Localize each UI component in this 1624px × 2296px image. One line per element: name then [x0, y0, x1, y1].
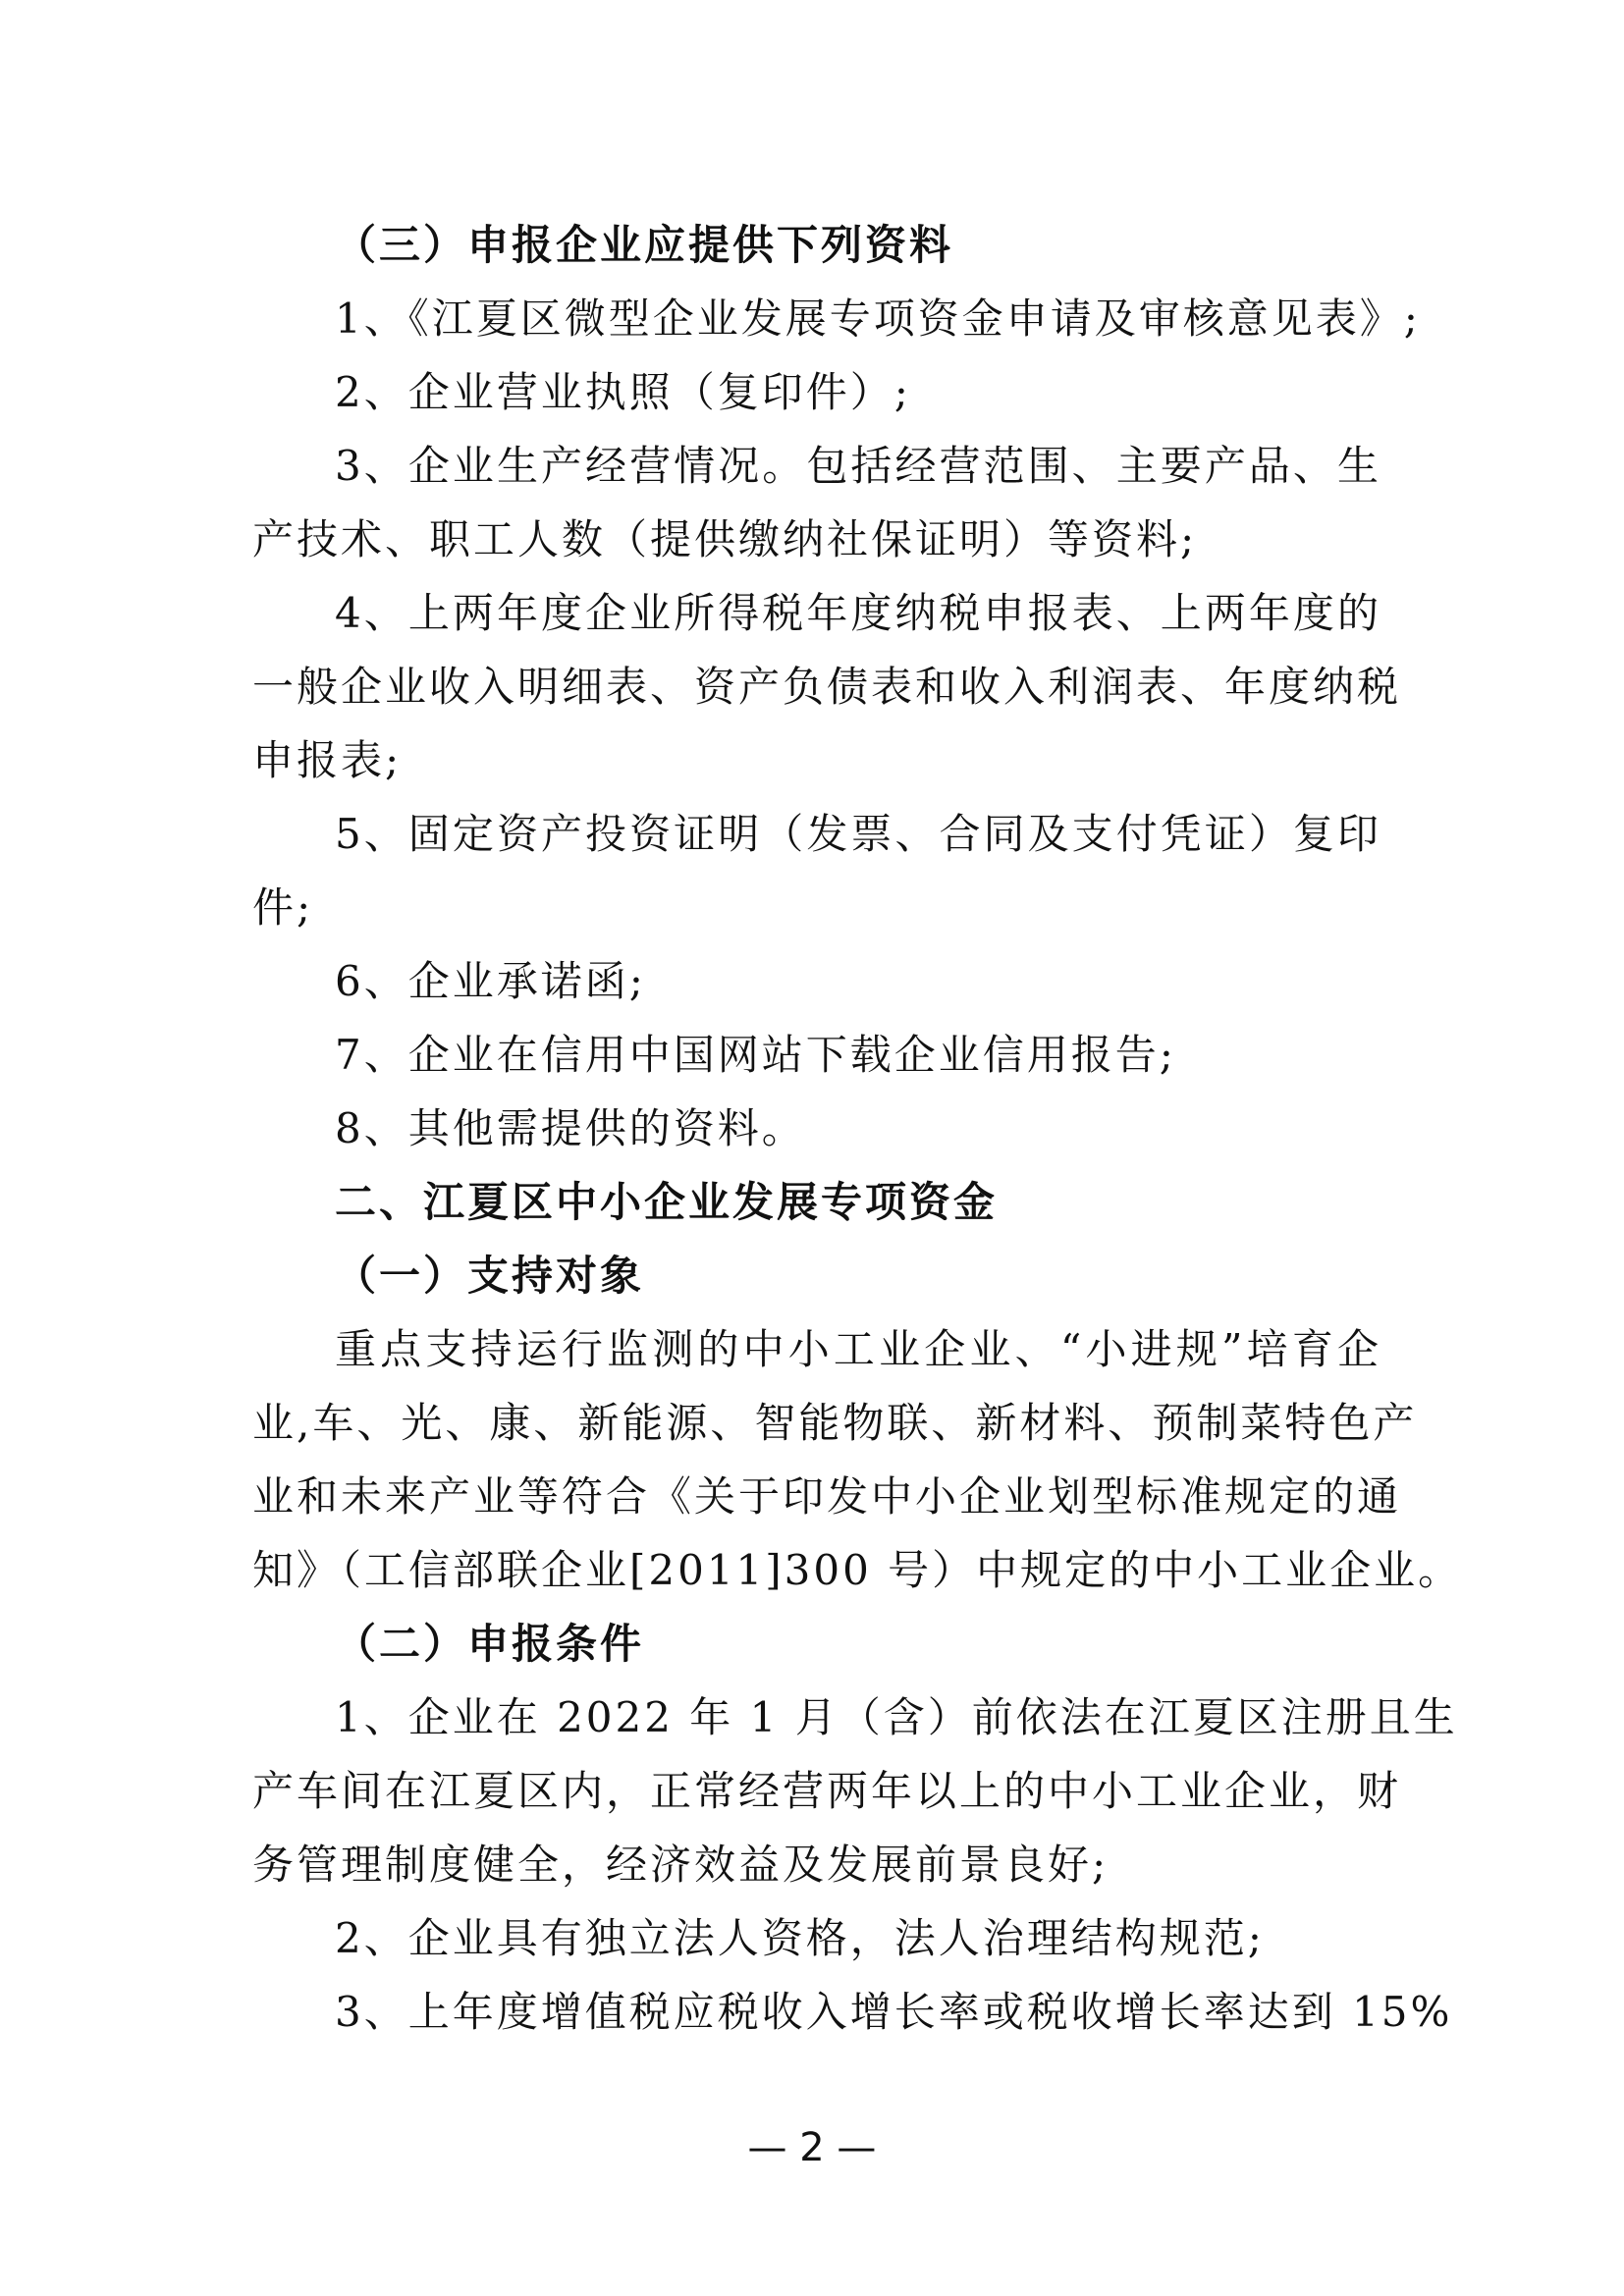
paragraph-line: 2、企业营业执照（复印件）;	[335, 368, 911, 416]
paragraph-line: 件;	[252, 883, 314, 932]
paragraph-line: 5、固定资产投资证明（发票、合同及支付凭证）复印	[335, 810, 1381, 858]
paragraph-line: 6、企业承诺函;	[335, 957, 646, 1005]
paragraph-line: 1、企业在 2022 年 1 月（含）前依法在江夏区注册且生	[335, 1693, 1458, 1741]
paragraph-line: 7、企业在信用中国网站下载企业信用报告;	[335, 1031, 1176, 1079]
paragraph-line: 重点支持运行监测的中小工业企业、“小进规”培育企	[335, 1325, 1381, 1373]
paragraph-line: 8、其他需提供的资料。	[335, 1104, 806, 1152]
paragraph-line: 产车间在江夏区内，正常经营两年以上的中小工业企业，财	[252, 1767, 1402, 1815]
section-heading: （一）支持对象	[335, 1252, 645, 1300]
paragraph-line: 知》（工信部联企业[2011]300 号）中规定的中小工业企业。	[252, 1546, 1463, 1594]
paragraph-line: 申报表;	[252, 736, 403, 784]
paragraph-line: 3、上年度增值税应税收入增长率或税收增长率达到 15%	[335, 1988, 1453, 2036]
paragraph-line: 3、企业生产经营情况。包括经营范围、主要产品、生	[335, 442, 1381, 490]
paragraph-line: 2、企业具有独立法人资格，法人治理结构规范;	[335, 1914, 1265, 1962]
paragraph-line: 业和未来产业等符合《关于印发中小企业划型标准规定的通	[252, 1472, 1402, 1521]
page-number: — 2 —	[747, 2125, 877, 2170]
paragraph-line: 产技术、职工人数（提供缴纳社保证明）等资料;	[252, 515, 1198, 563]
paragraph-line: 务管理制度健全，经济效益及发展前景良好;	[252, 1841, 1110, 1889]
paragraph-line: 业,车、光、康、新能源、智能物联、新材料、预制菜特色产	[252, 1399, 1418, 1447]
document-body	[252, 208, 1463, 2049]
section-heading: 二、江夏区中小企业发展专项资金	[335, 1178, 999, 1226]
paragraph-line: 一般企业收入明细表、资产负债表和收入利润表、年度纳税	[252, 663, 1402, 711]
section-heading: （三）申报企业应提供下列资料	[335, 221, 954, 269]
paragraph-line: 4、上两年度企业所得税年度纳税申报表、上两年度的	[335, 589, 1381, 637]
section-heading: （二）申报条件	[335, 1620, 645, 1668]
paragraph-line: 1、《江夏区微型企业发展专项资金申请及审核意见表》;	[335, 294, 1421, 343]
